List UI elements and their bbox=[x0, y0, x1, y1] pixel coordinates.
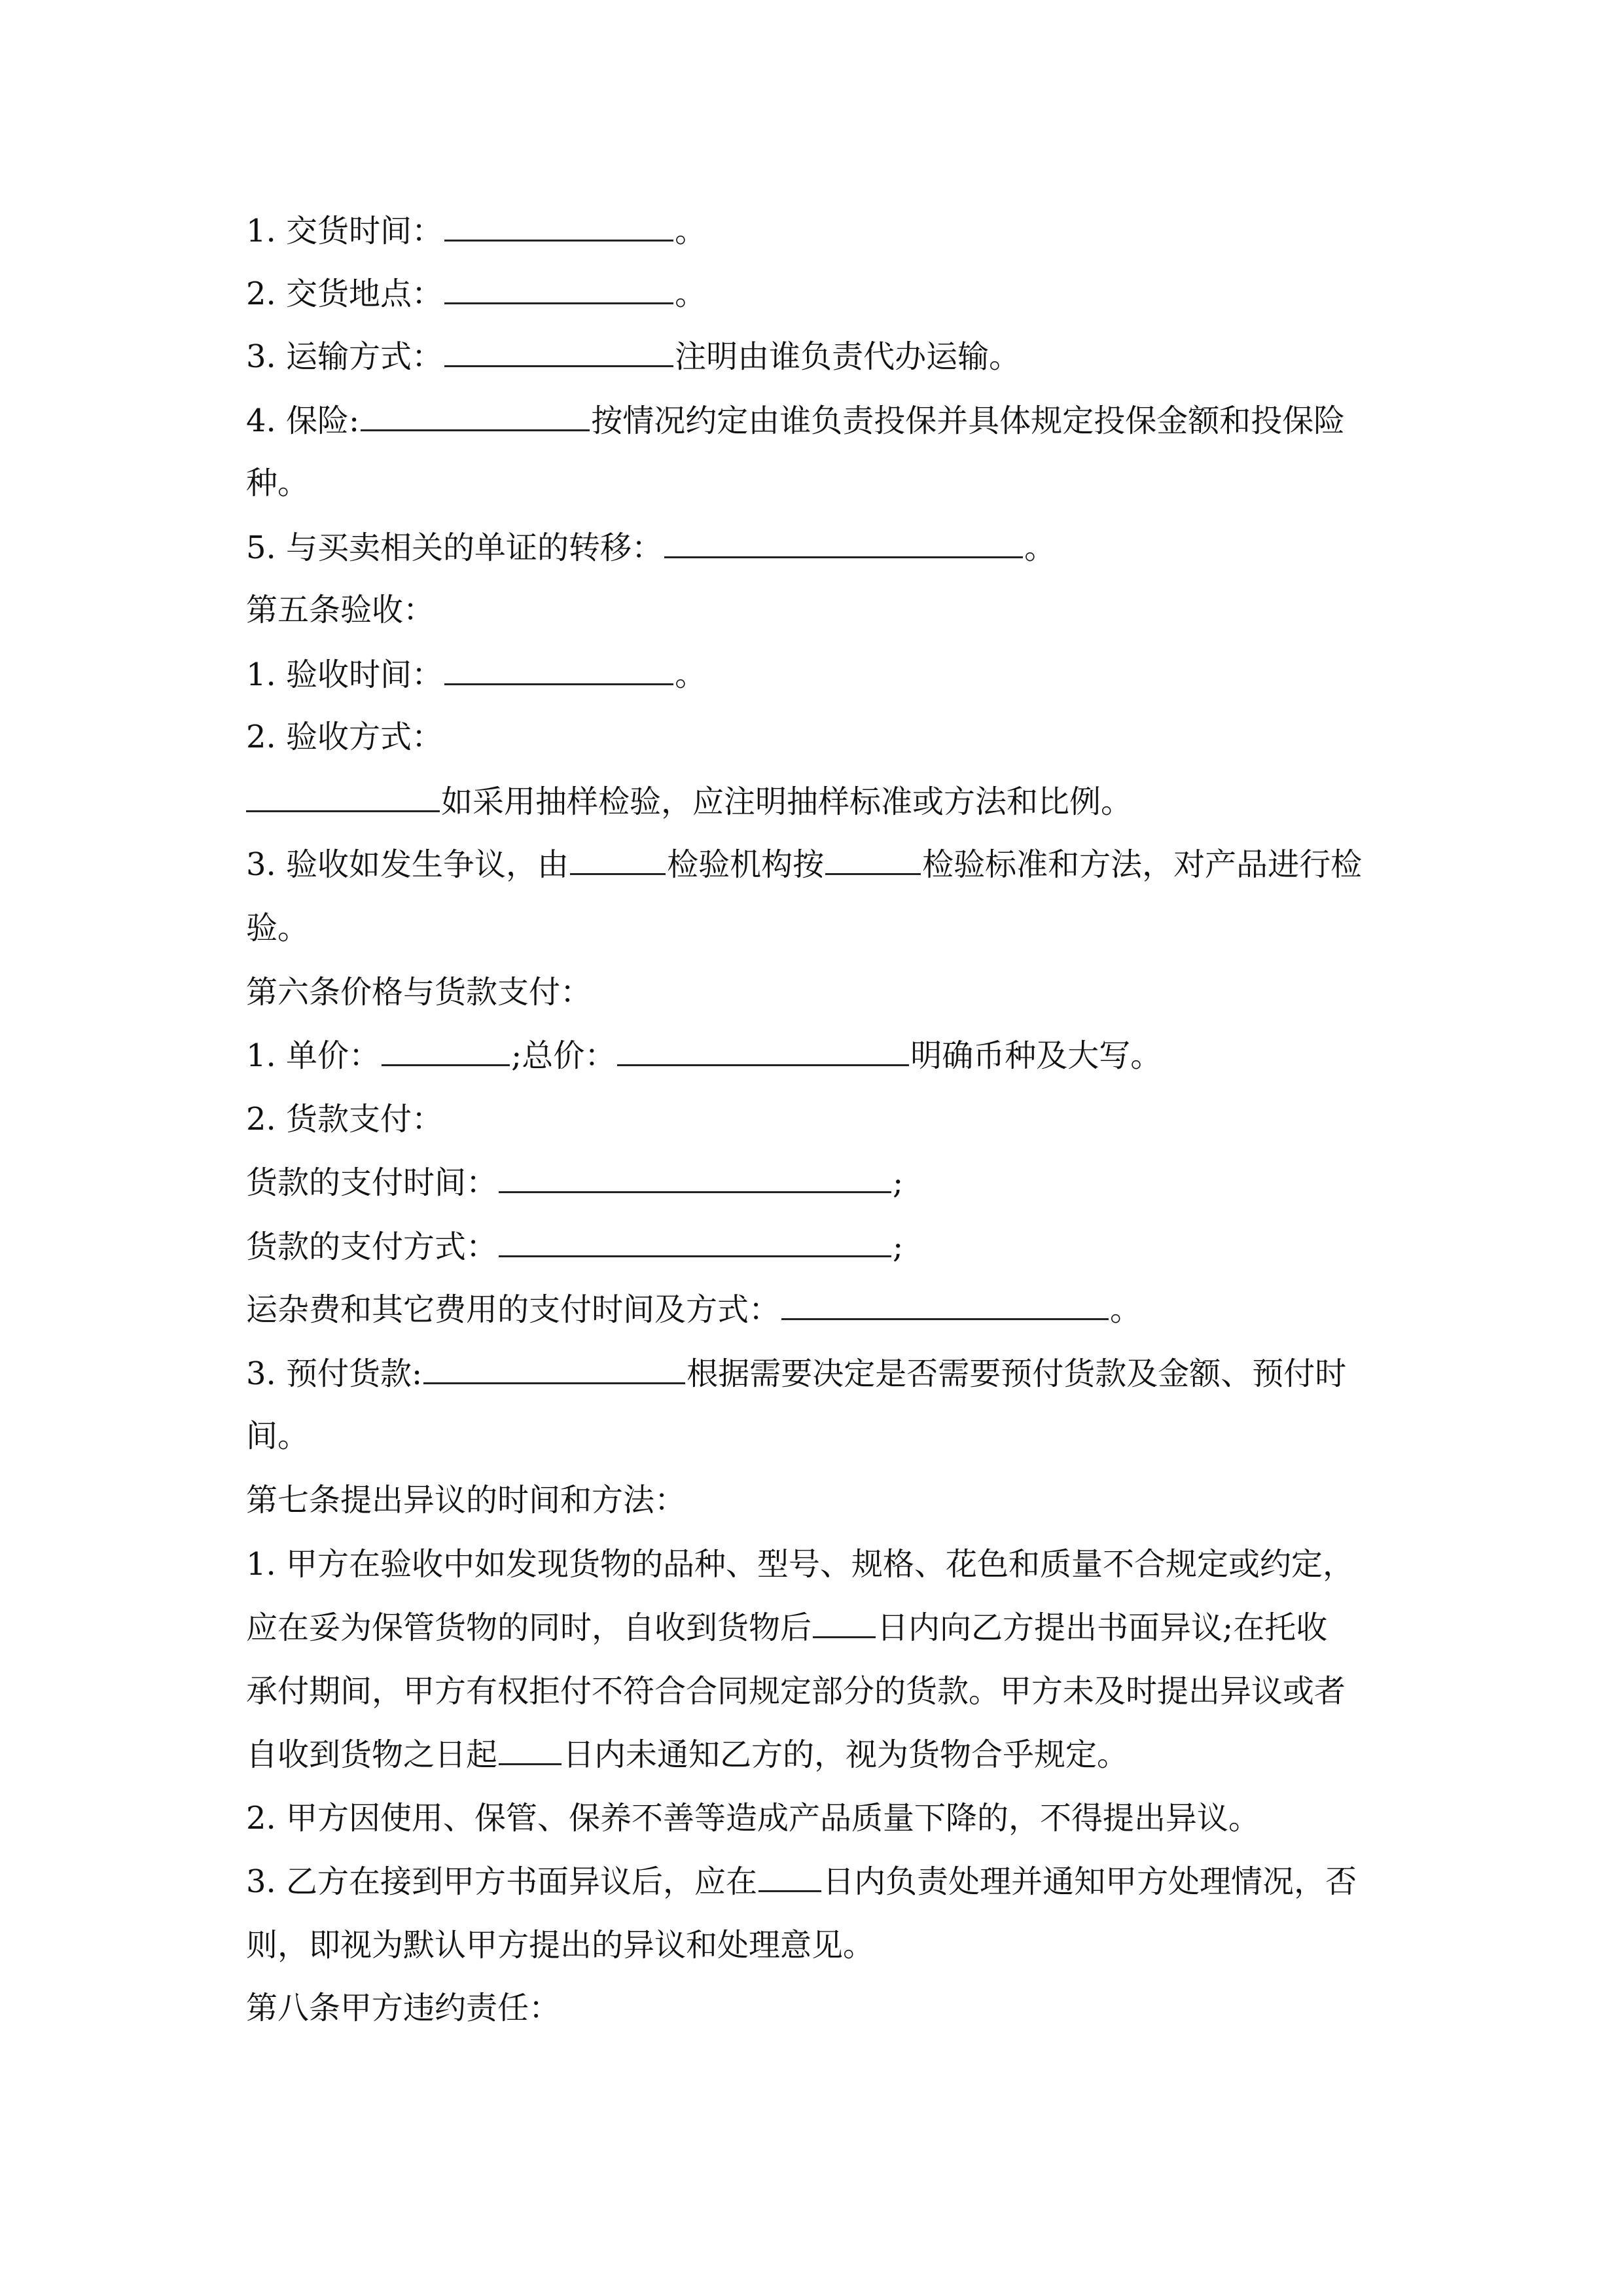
text-line: 运杂费和其它费用的支付时间及方式： 。 bbox=[246, 1289, 1374, 1329]
fill-blank[interactable] bbox=[444, 655, 673, 685]
fill-blank[interactable] bbox=[499, 1227, 891, 1257]
fill-blank[interactable] bbox=[499, 1734, 562, 1765]
fill-blank[interactable] bbox=[423, 1354, 685, 1384]
fill-blank[interactable] bbox=[444, 274, 673, 304]
text-line: 3. 验收如发生争议，由 检验机构按 检验标准和方法，对产品进行检 bbox=[246, 844, 1374, 884]
text-line: 5. 与买卖相关的单证的转移： 。 bbox=[246, 528, 1374, 567]
text-line: 验。 bbox=[246, 910, 310, 946]
text-line: 3. 运输方式： 注明由谁负责代办运输。 bbox=[246, 336, 1374, 376]
fill-blank[interactable] bbox=[617, 1035, 909, 1066]
text-line: 应在妥为保管货物的同时，自收到货物后 日内向乙方提出书面异议;在托收 bbox=[246, 1607, 1374, 1647]
text-line: 2. 验收方式： bbox=[246, 719, 444, 755]
text-line: 如采用抽样检验，应注明抽样标准或方法和比例。 bbox=[246, 781, 1374, 821]
fill-blank[interactable] bbox=[825, 844, 921, 875]
text-line: 种。 bbox=[246, 465, 310, 501]
fill-blank[interactable] bbox=[664, 528, 1023, 558]
fill-blank[interactable] bbox=[499, 1162, 891, 1193]
text-line: 1. 单价： ;总价： 明确币种及大写。 bbox=[246, 1035, 1374, 1075]
fill-blank[interactable] bbox=[246, 781, 440, 812]
text-line: 自收到货物之日起 日内未通知乙方的，视为货物合乎规定。 bbox=[246, 1734, 1374, 1774]
text-line: 1. 交货时间： 。 bbox=[246, 211, 1374, 250]
section-heading: 第六条价格与货款支付： bbox=[246, 974, 592, 1011]
fill-blank[interactable] bbox=[361, 401, 590, 431]
text-line: 则，即视为默认甲方提出的异议和处理意见。 bbox=[246, 1927, 875, 1964]
section-heading: 第七条提出异议的时间和方法： bbox=[246, 1482, 687, 1518]
section-heading: 第五条验收： bbox=[246, 592, 435, 628]
text-line: 承付期间，甲方有权拒付不符合合同规定部分的货款。甲方未及时提出异议或者 bbox=[246, 1673, 1346, 1710]
text-line: 间。 bbox=[246, 1418, 310, 1454]
text-line: 2. 货款支付： bbox=[246, 1101, 444, 1138]
fill-blank[interactable] bbox=[382, 1035, 510, 1066]
text-line: 3. 预付货款: 根据需要决定是否需要预付货款及金额、预付时 bbox=[246, 1354, 1374, 1393]
text-line: 货款的支付方式： ; bbox=[246, 1227, 1374, 1266]
section-heading: 第八条甲方违约责任： bbox=[246, 1990, 561, 2026]
text-line: 2. 甲方因使用、保管、保养不善等造成产品质量下降的，不得提出异议。 bbox=[246, 1800, 1260, 1837]
fill-blank[interactable] bbox=[444, 336, 673, 367]
text-line: 货款的支付时间： ; bbox=[246, 1162, 1374, 1202]
fill-blank[interactable] bbox=[781, 1289, 1109, 1320]
text-line: 2. 交货地点： 。 bbox=[246, 274, 1374, 313]
fill-blank[interactable] bbox=[570, 844, 666, 875]
text-line: 3. 乙方在接到甲方书面异议后，应在 日内负责处理并通知甲方处理情况，否 bbox=[246, 1861, 1374, 1901]
text-line: 1. 甲方在验收中如发现货物的品种、型号、规格、花色和质量不合规定或约定， bbox=[246, 1546, 1355, 1583]
text-line: 1. 验收时间： 。 bbox=[246, 655, 1374, 694]
fill-blank[interactable] bbox=[444, 211, 673, 242]
text-line: 4. 保险: 按情况约定由谁负责投保并具体规定投保金额和投保险 bbox=[246, 401, 1374, 440]
fill-blank[interactable] bbox=[758, 1861, 821, 1892]
fill-blank[interactable] bbox=[813, 1607, 876, 1638]
